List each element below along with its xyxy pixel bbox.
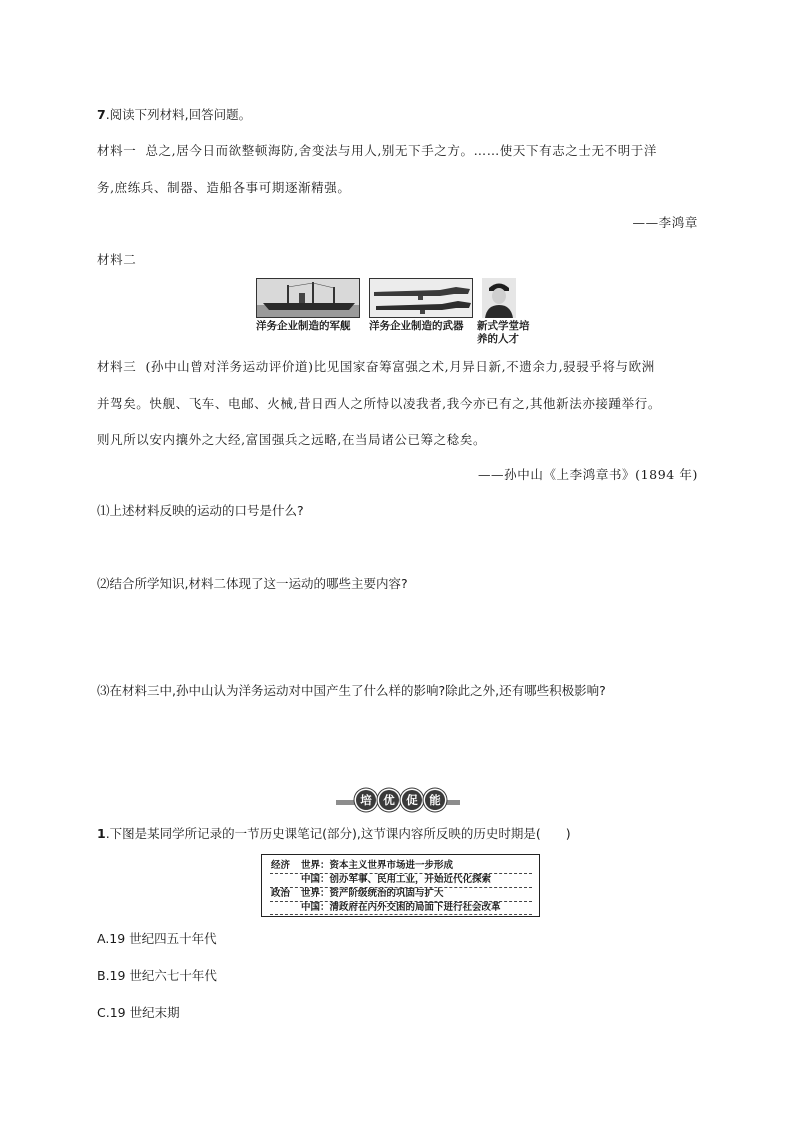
notes-row-1-text: 世界：资本主义世界市场进一步形成 [301, 860, 454, 871]
banner-char-1: 培 [356, 790, 376, 810]
option-a: A.19 世纪四五十年代 [97, 931, 217, 946]
option-b: B.19 世纪六七十年代 [97, 968, 217, 983]
material-1-line-1 [97, 143, 657, 159]
notes-divider [270, 914, 532, 915]
sub-question-3: ⑶在材料三中,孙中山认为洋务运动对中国产生了什么样的影响?除此之外,还有哪些积极影响? [97, 683, 606, 698]
material-1-label: 材料一 [97, 143, 137, 158]
rifle-caption: 洋务企业制造的武器 [369, 320, 464, 332]
portrait-icon [482, 278, 516, 318]
option-c: C.19 世纪末期 [97, 1005, 180, 1020]
material-1-text-1: 总之,居今日而欲整顿海防,舍变法与用人,别无下手之方。……使天下有志之士无不明于洋 [145, 143, 657, 158]
q1-title-text: .下图是某同学所记录的一节历史课笔记(部分),这节课内容所反映的历史时期是( ) [105, 826, 571, 841]
material-3-label: 材料三 [97, 359, 137, 374]
class-notes-box [261, 854, 540, 917]
notes-row-3-head: 政治 [271, 888, 291, 899]
sub-question-1: ⑴上述材料反映的运动的口号是什么? [97, 503, 304, 518]
portrait-caption-2: 养的人才 [477, 333, 519, 345]
material-2-label: 材料二 [97, 252, 137, 267]
warship-caption: 洋务企业制造的军舰 [256, 320, 351, 332]
q1-number: 1 [97, 826, 106, 841]
q7-title-text: .阅读下列材料,回答问题。 [105, 107, 252, 122]
warship-photo [256, 278, 360, 318]
banner-char-3: 促 [402, 790, 422, 810]
banner-char-4: 能 [425, 790, 445, 810]
q7-title [97, 107, 251, 123]
q7-number: 7 [97, 107, 106, 122]
rifle-photo [369, 278, 473, 318]
material-3-line-3: 则凡所以安内攘外之大经,富国强兵之远略,在当局诸公已筹之稔矣。 [97, 432, 487, 447]
rifle-icon [370, 279, 473, 318]
notes-row-1-head: 经济 [271, 860, 291, 871]
material-3-line-2: 并驾矣。快舰、飞车、电邮、火械,昔日西人之所恃以凌我者,我今亦已有之,其他新法亦接踵举行。 [97, 396, 661, 411]
material-3-line-1 [97, 359, 655, 375]
banner-char-2: 优 [379, 790, 399, 810]
material-3-text-1: (孙中山曾对洋务运动评价道)比见国家奋筹富强之术,月异日新,不遗余力,骎骎乎将与欧洲 [145, 359, 655, 374]
material-1-line-2: 务,庶练兵、制器、造船各事可期逐渐精强。 [97, 180, 351, 195]
portrait-caption-1: 新式学堂培 [477, 320, 530, 332]
notes-row-3-text: 世界：资产阶级统治的巩固与扩大 [301, 888, 444, 899]
notes-row-2-text: 中国：创办军事、民用工业，开始近代化探索 [301, 874, 492, 885]
portrait-photo [482, 278, 516, 318]
warship-icon [257, 279, 360, 318]
sub-question-2: ⑵结合所学知识,材料二体现了这一运动的哪些主要内容? [97, 576, 408, 591]
material-1-source: ——李鸿章 [632, 215, 698, 230]
q1-title [97, 826, 571, 842]
material-3-source: ——孙中山《上李鸿章书》(1894 年) [477, 467, 698, 482]
notes-row-4-text: 中国：清政府在内外交困的局面下进行社会改革 [301, 902, 501, 913]
